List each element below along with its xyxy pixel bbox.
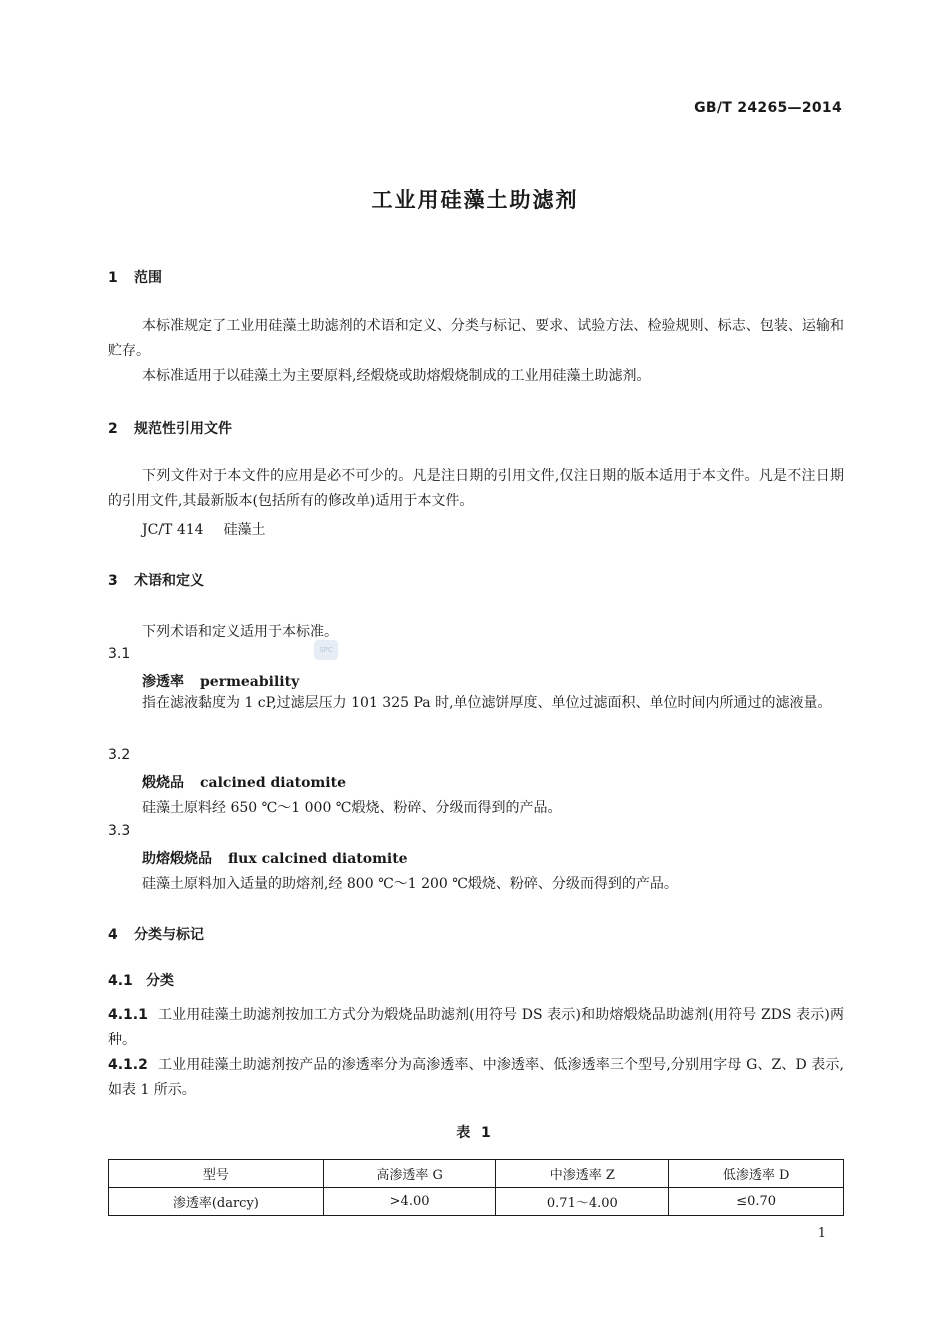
term-number: 3.2 bbox=[108, 747, 131, 763]
section-number: 3 bbox=[108, 573, 118, 589]
table-cell: 0.71～4.00 bbox=[496, 1188, 669, 1216]
section-title: 术语和定义 bbox=[134, 573, 204, 589]
term-zh: 煅烧品 bbox=[142, 775, 184, 791]
table-row bbox=[109, 1188, 844, 1216]
clause-number: 4.1.2 bbox=[108, 1057, 148, 1073]
terms-intro: 下列术语和定义适用于本标准。 bbox=[142, 624, 338, 640]
term-number: 3.1 bbox=[108, 646, 131, 662]
section-title: 分类与标记 bbox=[134, 927, 204, 943]
standard-number: GB/T 24265—2014 bbox=[694, 100, 842, 116]
subsection-title: 分类 bbox=[146, 973, 174, 989]
normative-references-paragraph: 下列文件对于本文件的应用是必不可少的。凡是注日期的引用文件,仅注日期的版本适用于本文件。凡是不注日期的引用文件,其最新版本(包括所有的修改单)适用于本文件。 bbox=[108, 468, 844, 509]
clause-text: 工业用硅藻土助滤剂按加工方式分为煅烧品助滤剂(用符号 DS 表示)和助熔煅烧品助滤剂(用符号 ZDS 表示)两种。 bbox=[108, 1007, 844, 1048]
term-heading bbox=[142, 848, 408, 868]
clause-4-1-2 bbox=[108, 1053, 844, 1103]
section-4-heading bbox=[108, 924, 204, 944]
subsection-4-1-heading bbox=[108, 970, 174, 990]
reference-entry bbox=[142, 519, 266, 539]
table-cell: >4.00 bbox=[323, 1188, 496, 1216]
table-header-cell: 型号 bbox=[109, 1160, 324, 1188]
reference-code: JC/T 414 bbox=[142, 522, 204, 538]
permeability-table bbox=[108, 1159, 844, 1216]
term-number: 3.3 bbox=[108, 823, 131, 839]
section-number: 4 bbox=[108, 927, 118, 943]
term-heading bbox=[142, 671, 299, 691]
section-3-heading bbox=[108, 570, 204, 590]
term-definition: 硅藻土原料加入适量的助熔剂,经 800 ℃～1 200 ℃煅烧、粉碎、分级而得到的产品。 bbox=[142, 876, 678, 892]
table-cell: ≤0.70 bbox=[669, 1188, 844, 1216]
section-title: 规范性引用文件 bbox=[134, 421, 232, 437]
term-definition: 指在滤液黏度为 1 cP,过滤层压力 101 325 Pa 时,单位滤饼厚度、单位过滤面积、单位时间内所通过的滤液量。 bbox=[142, 695, 832, 711]
page-number: 1 bbox=[817, 1226, 826, 1241]
scope-paragraph-2: 本标准适用于以硅藻土为主要原料,经煅烧或助熔煅烧制成的工业用硅藻土助滤剂。 bbox=[142, 368, 651, 384]
section-2-heading bbox=[108, 418, 232, 438]
section-1-heading bbox=[108, 267, 162, 287]
watermark-logo: SPC bbox=[314, 640, 338, 660]
term-definition: 硅藻土原料经 650 ℃～1 000 ℃煅烧、粉碎、分级而得到的产品。 bbox=[142, 800, 562, 816]
subsection-number: 4.1 bbox=[108, 973, 133, 989]
term-en: flux calcined diatomite bbox=[228, 851, 408, 867]
table-header-cell: 高渗透率 G bbox=[323, 1160, 496, 1188]
table-caption: 表 1 bbox=[456, 1125, 494, 1141]
reference-title: 硅藻土 bbox=[223, 522, 266, 538]
table-header-row bbox=[109, 1160, 844, 1188]
clause-number: 4.1.1 bbox=[108, 1007, 148, 1023]
term-zh: 助熔煅烧品 bbox=[142, 851, 212, 867]
table-header-cell: 中渗透率 Z bbox=[496, 1160, 669, 1188]
term-zh: 渗透率 bbox=[142, 674, 184, 690]
clause-text: 工业用硅藻土助滤剂按产品的渗透率分为高渗透率、中渗透率、低渗透率三个型号,分别用字母 G、Z、D 表示,如表 1 所示。 bbox=[108, 1057, 844, 1098]
section-number: 1 bbox=[108, 270, 118, 286]
section-number: 2 bbox=[108, 421, 118, 437]
clause-4-1-1 bbox=[108, 1003, 844, 1053]
table-header-cell: 低渗透率 D bbox=[669, 1160, 844, 1188]
term-en: permeability bbox=[200, 674, 300, 690]
term-heading bbox=[142, 772, 346, 792]
scope-paragraph-1: 本标准规定了工业用硅藻土助滤剂的术语和定义、分类与标记、要求、试验方法、检验规则、标志、包装、运输和贮存。 bbox=[108, 318, 844, 359]
term-en: calcined diatomite bbox=[200, 775, 346, 791]
section-title: 范围 bbox=[134, 270, 162, 286]
table-cell: 渗透率(darcy) bbox=[109, 1188, 324, 1216]
document-title: 工业用硅藻土助滤剂 bbox=[371, 188, 579, 212]
